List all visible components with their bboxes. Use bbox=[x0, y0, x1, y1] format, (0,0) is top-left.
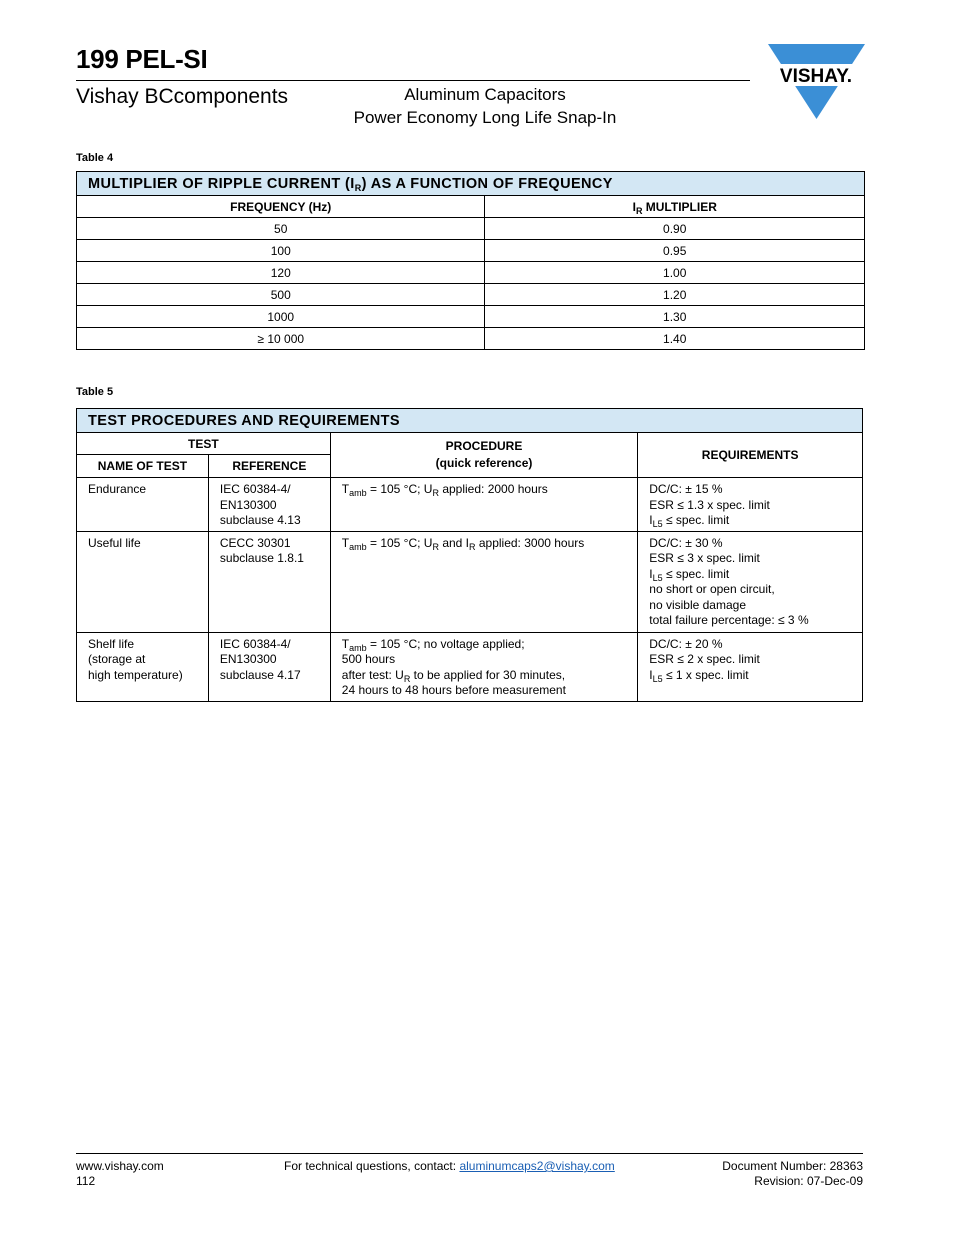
table-row bbox=[77, 262, 865, 284]
table4-caption: Table 4 bbox=[76, 152, 114, 164]
frequency-cell: 1000 bbox=[77, 306, 485, 328]
table-row bbox=[77, 632, 863, 701]
procedure-header-line-1: PROCEDURE bbox=[445, 439, 523, 453]
requirements-cell bbox=[638, 632, 863, 701]
table4-banner-row bbox=[77, 172, 865, 196]
table5-caption: Table 5 bbox=[76, 386, 114, 398]
proc-sub: R bbox=[432, 488, 439, 498]
company-name: Vishay BCcomponents bbox=[76, 85, 289, 108]
page-title: 199 PEL-SI bbox=[76, 44, 208, 74]
footer-contact bbox=[284, 1159, 615, 1174]
req-text: I bbox=[649, 667, 653, 682]
reference-cell bbox=[208, 478, 330, 532]
multiplier-cell: 1.20 bbox=[485, 284, 865, 306]
vishay-logo bbox=[768, 44, 865, 119]
test-procedures-table bbox=[76, 408, 863, 702]
test-name-cell bbox=[77, 632, 209, 701]
multiplier-cell: 0.90 bbox=[485, 218, 865, 240]
table-row bbox=[77, 478, 863, 532]
header-rule bbox=[76, 80, 750, 81]
test-name: Useful life bbox=[88, 535, 141, 550]
proc-sub: R bbox=[432, 541, 439, 552]
footer-left bbox=[76, 1159, 164, 1189]
procedure-line: 24 hours to 48 hours before measurement bbox=[341, 683, 566, 697]
table4-header-row bbox=[77, 196, 865, 218]
footer-website: www.vishay.com bbox=[76, 1159, 164, 1173]
document-number: Document Number: 28363 bbox=[722, 1159, 863, 1173]
table4-banner-text-end: ) AS A FUNCTION OF FREQUENCY bbox=[361, 175, 613, 192]
table-row bbox=[77, 284, 865, 306]
requirements-cell bbox=[638, 478, 863, 532]
table-row bbox=[77, 240, 865, 262]
proc-text: = 105 °C; U bbox=[366, 482, 433, 496]
subtitle-line-2: Power Economy Long Life Snap-In bbox=[353, 108, 617, 127]
product-subtitle bbox=[342, 83, 628, 129]
requirement-line: total failure percentage: ≤ 3 % bbox=[649, 613, 809, 627]
requirements-cell bbox=[638, 531, 863, 632]
requirement-line: no visible damage bbox=[649, 597, 746, 612]
footer-rule bbox=[76, 1153, 863, 1154]
contact-email-link[interactable]: aluminumcaps2@vishay.com bbox=[459, 1159, 615, 1173]
name-of-test-header: NAME OF TEST bbox=[77, 455, 209, 478]
multiplier-header bbox=[485, 196, 865, 218]
req-text: I bbox=[649, 566, 653, 581]
procedure-cell bbox=[330, 478, 637, 532]
reference-line: subclause 4.17 bbox=[219, 667, 301, 682]
proc-sub: R bbox=[469, 541, 476, 552]
procedure-line bbox=[342, 637, 627, 653]
test-name-line: high temperature) bbox=[88, 667, 183, 682]
page-number: 112 bbox=[76, 1174, 96, 1188]
reference-line: subclause 1.8.1 bbox=[219, 551, 304, 565]
table-row bbox=[77, 328, 865, 350]
test-name: Endurance bbox=[88, 482, 147, 496]
multiplier-cell: 1.40 bbox=[485, 328, 865, 350]
reference-line: subclause 4.13 bbox=[219, 513, 301, 527]
reference-cell bbox=[208, 531, 330, 632]
proc-text: = 105 °C; U bbox=[366, 535, 433, 550]
procedure-cell bbox=[330, 531, 637, 632]
requirement-line: ESR ≤ 1.3 x spec. limit bbox=[649, 497, 770, 512]
frequency-cell: 50 bbox=[77, 218, 485, 240]
contact-label: For technical questions, contact: bbox=[284, 1159, 460, 1173]
multiplier-header-text: MULTIPLIER bbox=[642, 199, 717, 214]
requirement-line: no short or open circuit, bbox=[649, 582, 775, 596]
proc-text: T bbox=[341, 535, 350, 550]
test-header: TEST bbox=[77, 433, 331, 455]
multiplier-header-sub: R bbox=[635, 205, 643, 216]
ripple-multiplier-table bbox=[76, 171, 865, 350]
requirement-line: DC/C: ± 30 % bbox=[649, 535, 723, 550]
requirement-line: ESR ≤ 2 x spec. limit bbox=[649, 652, 760, 666]
requirement-line: DC/C: ± 15 % bbox=[649, 482, 723, 496]
procedure-line bbox=[342, 482, 627, 498]
proc-sub: amb bbox=[349, 541, 367, 552]
frequency-cell: 500 bbox=[77, 284, 485, 306]
reference-line: IEC 60384-4/ bbox=[219, 636, 291, 651]
footer-right bbox=[650, 1159, 863, 1189]
procedure-line bbox=[342, 536, 627, 552]
table4-banner bbox=[77, 172, 865, 196]
procedure-header bbox=[330, 433, 637, 478]
frequency-cell: 100 bbox=[77, 240, 485, 262]
test-name: Shelf life bbox=[88, 636, 135, 651]
table-row bbox=[77, 531, 863, 632]
frequency-cell: ≥ 10 000 bbox=[77, 328, 485, 350]
multiplier-cell: 0.95 bbox=[485, 240, 865, 262]
procedure-header-line-2: (quick reference) bbox=[435, 456, 533, 470]
table5-banner: TEST PROCEDURES AND REQUIREMENTS bbox=[77, 409, 863, 433]
requirement-line: ESR ≤ 3 x spec. limit bbox=[649, 551, 760, 565]
proc-text: applied: 2000 hours bbox=[438, 482, 548, 496]
req-text: ≤ spec. limit bbox=[662, 513, 730, 527]
proc-text: to be applied for 30 minutes, bbox=[410, 667, 566, 682]
multiplier-cell: 1.00 bbox=[485, 262, 865, 284]
req-text: I bbox=[649, 513, 653, 527]
procedure-line bbox=[342, 668, 627, 684]
req-sub: L5 bbox=[652, 519, 663, 529]
table4-banner-text: MULTIPLIER OF RIPPLE CURRENT (I bbox=[88, 175, 355, 192]
proc-text: and I bbox=[438, 535, 470, 550]
requirement-line bbox=[649, 567, 852, 583]
reference-line: EN130300 bbox=[219, 652, 277, 666]
requirement-line bbox=[649, 513, 852, 529]
table4-banner-sub: R bbox=[354, 182, 362, 193]
proc-text: T bbox=[341, 482, 350, 496]
proc-text: applied: 3000 hours bbox=[475, 535, 585, 550]
proc-sub: amb bbox=[349, 642, 367, 653]
requirement-line: DC/C: ± 20 % bbox=[649, 636, 723, 651]
table-row bbox=[77, 218, 865, 240]
requirement-line bbox=[649, 668, 852, 684]
multiplier-header-i: I bbox=[632, 199, 636, 214]
reference-line: CECC 30301 bbox=[219, 535, 291, 550]
test-name-cell bbox=[77, 478, 209, 532]
logo-text: VISHAY. bbox=[779, 66, 853, 87]
reference-line: IEC 60384-4/ bbox=[219, 482, 291, 496]
reference-header: REFERENCE bbox=[208, 455, 330, 478]
procedure-line: 500 hours bbox=[341, 652, 396, 666]
proc-text: after test: U bbox=[341, 667, 404, 682]
requirements-header: REQUIREMENTS bbox=[638, 433, 863, 478]
req-sub: L5 bbox=[652, 673, 663, 684]
test-name-cell bbox=[77, 531, 209, 632]
table5-banner-row bbox=[77, 409, 863, 433]
req-text: ≤ 1 x spec. limit bbox=[662, 667, 749, 682]
proc-text: = 105 °C; no voltage applied; bbox=[366, 636, 525, 651]
frequency-cell: 120 bbox=[77, 262, 485, 284]
procedure-cell bbox=[330, 632, 637, 701]
table5-header-row-1 bbox=[77, 433, 863, 455]
multiplier-cell: 1.30 bbox=[485, 306, 865, 328]
req-text: ≤ spec. limit bbox=[662, 566, 730, 581]
test-name-line: (storage at bbox=[88, 652, 146, 666]
frequency-header: FREQUENCY (Hz) bbox=[77, 196, 485, 218]
proc-sub: R bbox=[403, 673, 411, 684]
reference-line: EN130300 bbox=[219, 497, 277, 512]
proc-sub: amb bbox=[349, 488, 367, 498]
req-sub: L5 bbox=[652, 572, 663, 583]
subtitle-line-1: Aluminum Capacitors bbox=[404, 85, 566, 104]
table-row bbox=[77, 306, 865, 328]
revision: Revision: 07-Dec-09 bbox=[754, 1174, 863, 1188]
reference-cell bbox=[208, 632, 330, 701]
proc-text: T bbox=[341, 636, 350, 651]
